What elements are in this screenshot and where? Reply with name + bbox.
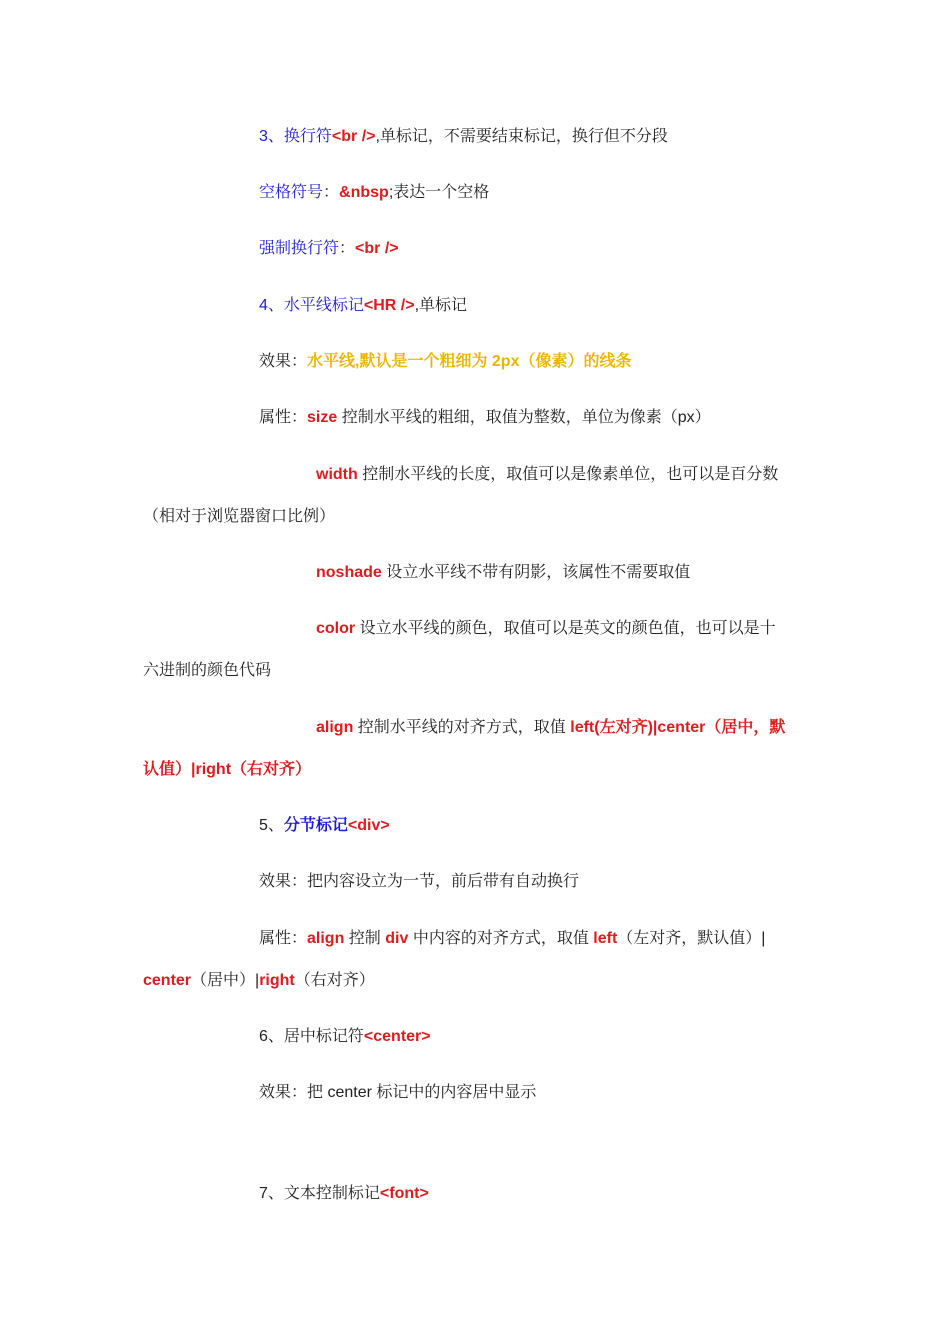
line-hr-tag — [259, 295, 467, 317]
tag-name: div — [385, 930, 409, 947]
tag-code: <br /> — [355, 240, 399, 257]
label-text: 强制换行符 — [259, 240, 340, 257]
attr-name: color — [316, 620, 356, 637]
line-hr-align — [316, 717, 785, 739]
body-text: 控制水平线的对齐方式，取值 — [353, 719, 571, 736]
highlight-text: 水平线,默认是一个粗细为 2px（像素）的线条 — [307, 353, 632, 370]
body-text: 控制水平线的长度，取值可以是像素单位，也可以是百分数 — [357, 466, 779, 483]
body-text: 控制水平线的粗细，取值为整数，单位为像素（px） — [337, 409, 711, 426]
line-font-tag — [259, 1183, 429, 1205]
heading-text: 7、文本控制标记 — [259, 1185, 380, 1202]
line-space-symbol — [259, 182, 489, 204]
line-hr-width-cont — [143, 506, 335, 528]
label-text: 属性： — [259, 930, 308, 947]
heading-text: 6、居中标记符 — [259, 1028, 364, 1045]
attr-values: left(左对齐)|center（居中，默 — [570, 719, 786, 736]
heading-text: 分节标记 — [283, 817, 348, 834]
line-hr-color — [316, 618, 776, 640]
line-center-effect — [259, 1082, 536, 1104]
line-div-align-cont — [143, 970, 375, 992]
line-hr-effect — [259, 351, 631, 373]
body-text: 设立水平线的颜色，取值可以是英文的颜色值，也可以是十 — [355, 620, 776, 637]
body-text: （左对齐，默认值）| — [617, 930, 766, 947]
tag-code: <HR /> — [363, 297, 415, 314]
attr-name: noshade — [316, 564, 382, 581]
tag-code: <div> — [347, 817, 390, 834]
line-hr-noshade — [316, 562, 690, 584]
attr-name: width — [316, 466, 358, 483]
label-text: 效果： — [259, 353, 308, 370]
body-text: （居中）| — [191, 972, 260, 989]
attr-value: center — [143, 972, 192, 989]
line-div-effect — [259, 871, 579, 893]
body-text: 控制 — [344, 930, 386, 947]
tag-code: <font> — [379, 1185, 429, 1202]
attr-value: right — [259, 972, 295, 989]
label-text: 空格符号 — [259, 184, 324, 201]
body-text: 六进制的颜色代码 — [143, 662, 272, 679]
tag-code: &nbsp — [339, 184, 389, 201]
body-text: ,单标记，不需要结束标记，换行但不分段 — [375, 128, 668, 145]
line-center-tag — [259, 1026, 431, 1048]
tag-code: <center> — [363, 1028, 431, 1045]
body-text: 中内容的对齐方式，取值 — [408, 930, 594, 947]
attr-name: size — [307, 409, 338, 426]
line-hr-color-cont — [143, 660, 271, 682]
heading-text: 4、水平线标记 — [259, 297, 364, 314]
line-div-align — [259, 928, 765, 950]
body-text: ;表达一个空格 — [388, 184, 490, 201]
body-text: ,单标记 — [414, 297, 468, 314]
attr-name: align — [307, 930, 345, 947]
attr-name: align — [316, 719, 354, 736]
line-hr-align-cont — [143, 759, 311, 781]
body-text: 效果：把 center 标记中的内容居中显示 — [259, 1084, 537, 1101]
line-forced-break — [259, 238, 399, 260]
heading-number: 5、 — [259, 817, 284, 834]
line-hr-size — [259, 407, 711, 429]
separator: ： — [323, 184, 340, 201]
attr-value: left — [593, 930, 618, 947]
body-text: （相对于浏览器窗口比例） — [143, 508, 336, 525]
body-text: 效果：把内容设立为一节，前后带有自动换行 — [259, 873, 580, 890]
tag-code: <br /> — [331, 128, 376, 145]
line-div-tag — [259, 815, 390, 837]
label-text: 属性： — [259, 409, 308, 426]
body-text: （右对齐） — [294, 972, 375, 989]
attr-values: 认值）|right（右对齐） — [143, 761, 312, 778]
line-hr-width — [316, 464, 778, 486]
body-text: 设立水平线不带有阴影，该属性不需要取值 — [381, 564, 691, 581]
separator: ： — [339, 240, 356, 257]
line-line-break — [259, 126, 668, 148]
heading-text: 3、换行符 — [259, 128, 332, 145]
